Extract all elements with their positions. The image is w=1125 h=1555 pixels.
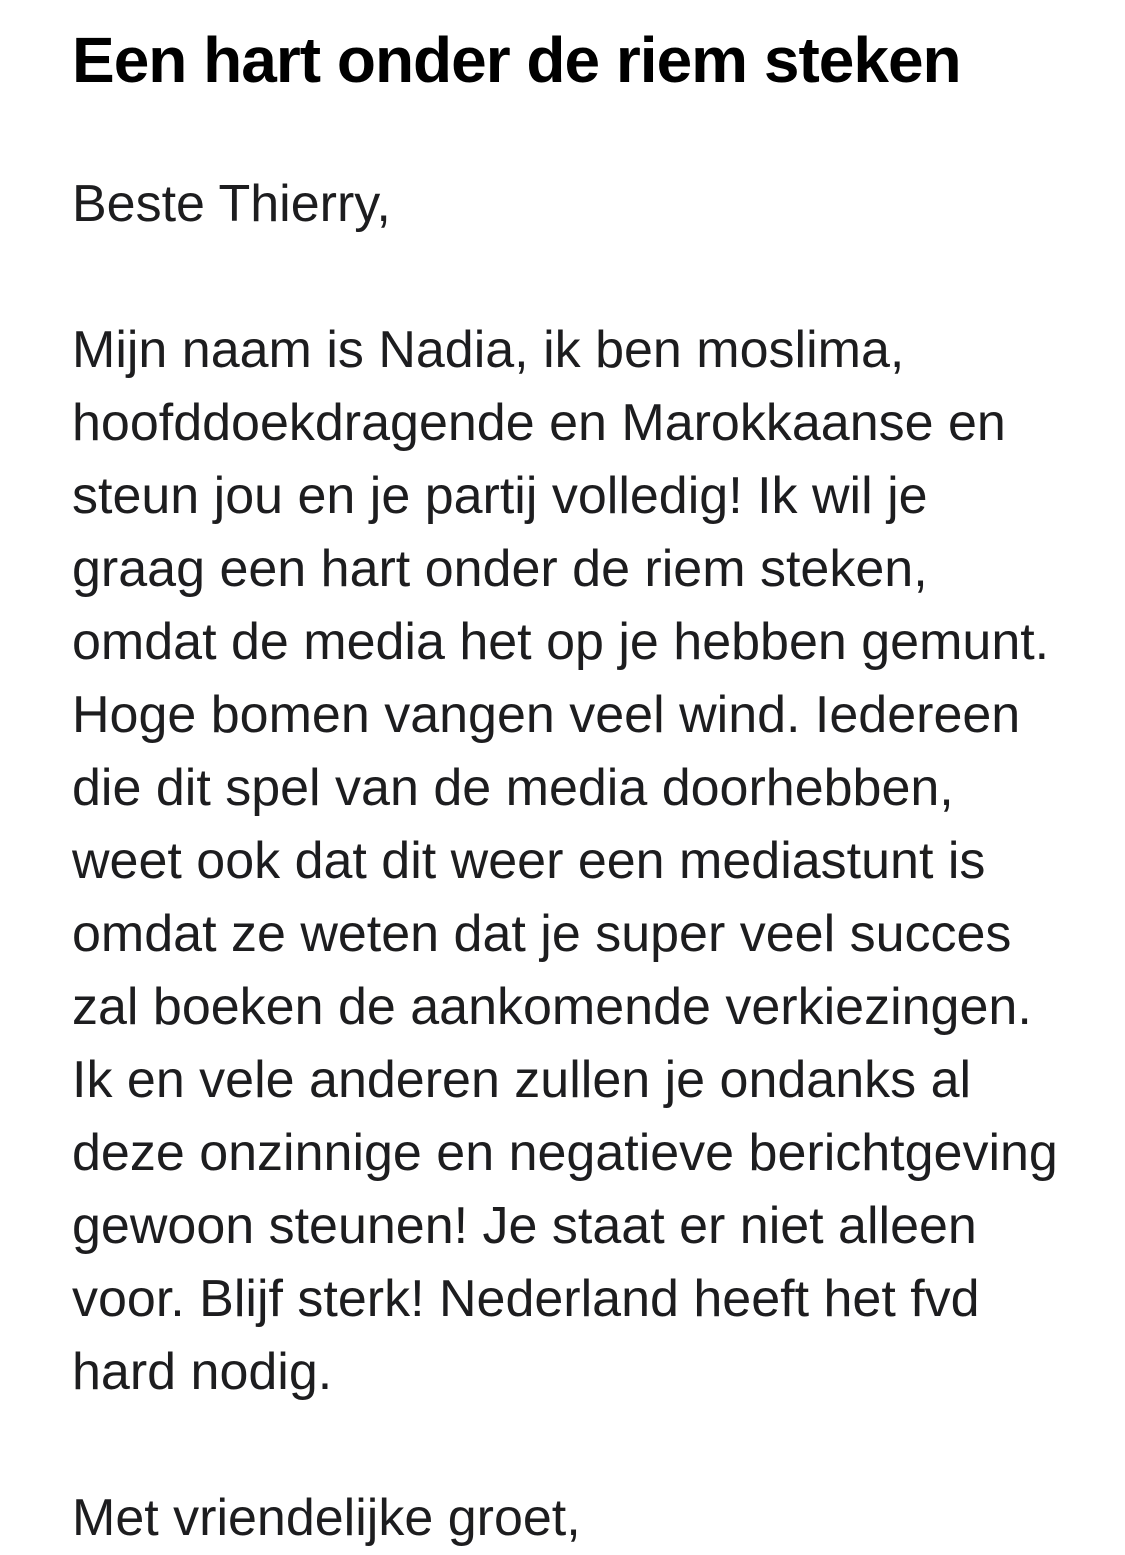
body-text-line: Hoge bomen vangen veel wind. Iedereen <box>72 686 1021 744</box>
body-text-line: omdat de media het op je hebben gemunt. <box>72 613 1050 671</box>
page-title: Een hart onder de riem steken <box>72 24 961 96</box>
closing-line: Met vriendelijke groet, <box>72 1489 581 1547</box>
body-text-line: hoofddoekdragende en Marokkaanse en <box>72 394 1006 452</box>
body-text-line: zal boeken de aankomende verkiezingen. <box>72 978 1032 1036</box>
body-text-line: deze onzinnige en negatieve berichtgeving <box>72 1124 1058 1182</box>
body-text-line: gewoon steunen! Je staat er niet alleen <box>72 1197 977 1255</box>
body-text-line: hard nodig. <box>72 1343 333 1401</box>
body-text-line: omdat ze weten dat je super veel succes <box>72 905 1012 963</box>
body-text-line: voor. Blijf sterk! Nederland heeft het fvd <box>72 1270 980 1328</box>
body-text-line: weet ook dat dit weer een mediastunt is <box>72 832 986 890</box>
body-text-line: die dit spel van de media doorhebben, <box>72 759 954 817</box>
body-text-line: graag een hart onder de riem steken, <box>72 540 928 598</box>
body-text-line: Ik en vele anderen zullen je ondanks al <box>72 1051 972 1109</box>
greeting-line: Beste Thierry, <box>72 175 391 233</box>
body-text-line: Mijn naam is Nadia, ik ben moslima, <box>72 321 905 379</box>
body-text-line: steun jou en je partij volledig! Ik wil je <box>72 467 928 525</box>
body-paragraph <box>72 314 1085 1409</box>
